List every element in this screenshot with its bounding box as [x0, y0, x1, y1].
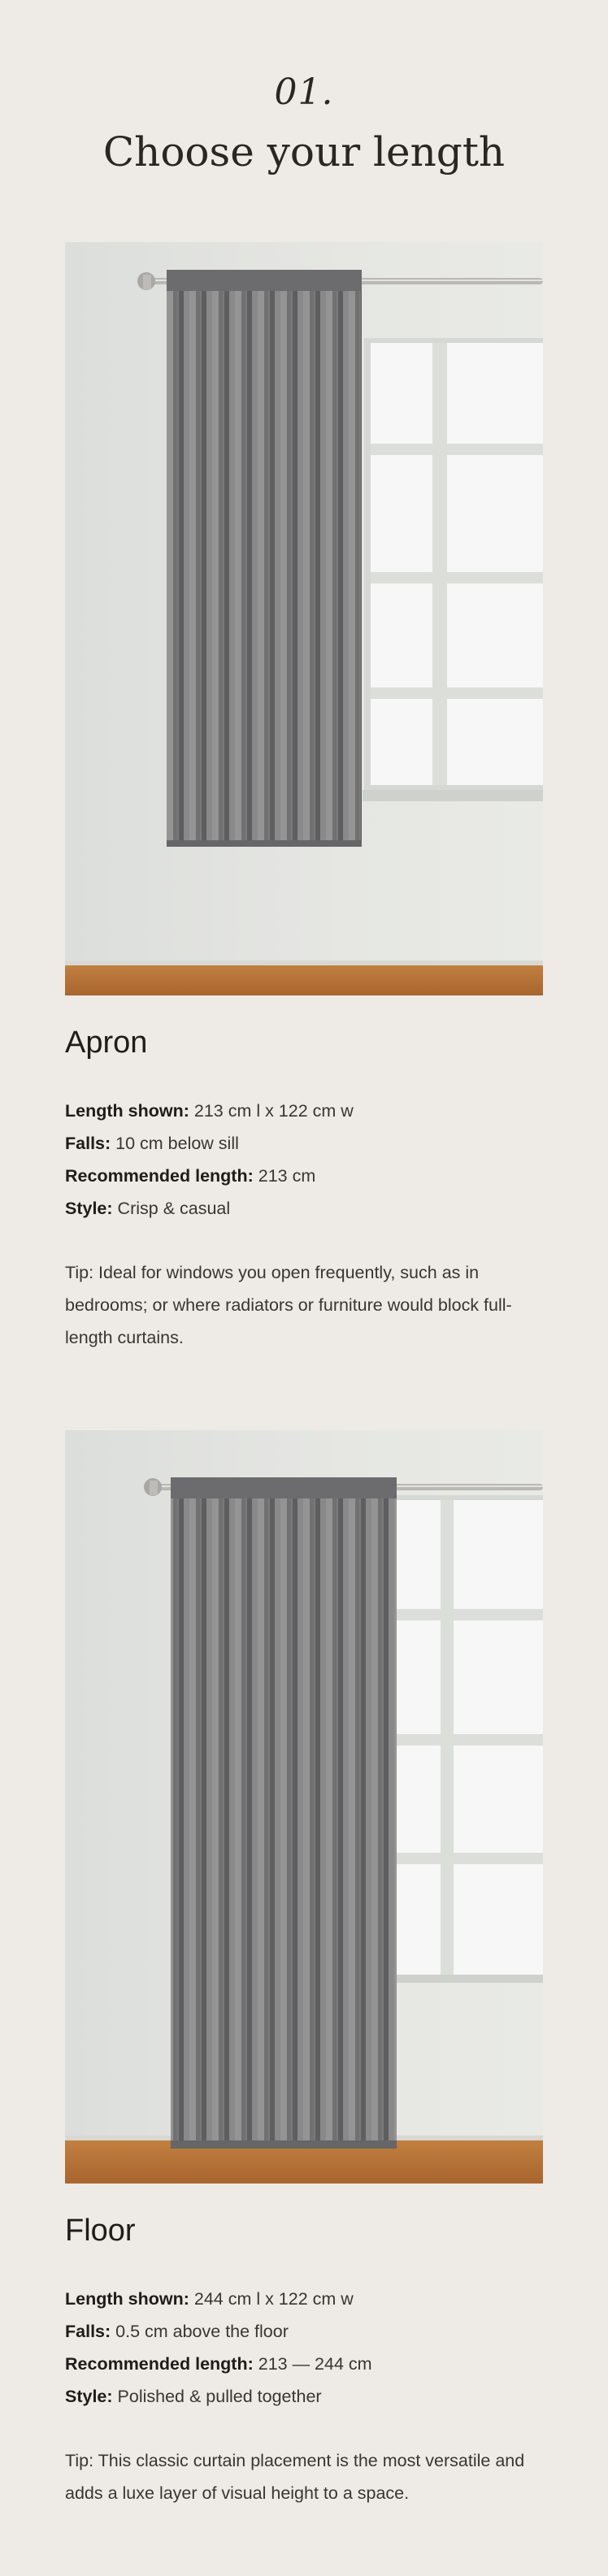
spec-label: Recommended length: [65, 2354, 254, 2374]
floor-specs [65, 2283, 553, 2413]
spec-row-style [65, 2380, 553, 2413]
spec-value: 0.5 cm above the floor [115, 2322, 289, 2341]
spec-label: Recommended length: [65, 1166, 254, 1186]
spec-label: Length shown: [65, 2289, 189, 2309]
spec-value: 213 cm l x 122 cm w [193, 1101, 354, 1121]
spec-value: 213 cm [258, 1166, 316, 1186]
floor-curtain-photo [65, 1430, 543, 2184]
apron-specs [65, 1095, 553, 1225]
spec-row-recommended-length [65, 2348, 553, 2380]
spec-value: 10 cm below sill [115, 1134, 239, 1153]
floor-option-title: Floor [65, 2214, 136, 2248]
page-title: Choose your length [102, 128, 506, 176]
spec-label: Falls: [65, 1134, 111, 1153]
apron-tip: Tip: Ideal for windows you open frequently, such as in bedrooms; or where radiators or furniture would block full-length curtains. [65, 1263, 512, 1347]
spec-value: Crisp & casual [117, 1199, 231, 1218]
spec-row-length-shown [65, 2283, 553, 2315]
step-number: 01. [274, 72, 334, 113]
spec-value: 244 cm l x 122 cm w [193, 2289, 354, 2309]
spec-row-length-shown [65, 1095, 553, 1127]
spec-row-falls [65, 1127, 553, 1160]
spec-value: Polished & pulled together [117, 2387, 322, 2406]
apron-curtain-photo [65, 242, 543, 995]
spec-label: Length shown: [65, 1101, 189, 1121]
spec-row-recommended-length [65, 1160, 553, 1192]
spec-label: Style: [65, 1199, 113, 1218]
spec-value: 213 — 244 cm [258, 2354, 372, 2374]
spec-row-style [65, 1192, 553, 1225]
apron-option-title: Apron [65, 1026, 148, 1060]
spec-row-falls [65, 2315, 553, 2348]
spec-label: Falls: [65, 2322, 111, 2341]
spec-label: Style: [65, 2387, 113, 2406]
floor-tip: Tip: This classic curtain placement is the most versatile and adds a luxe layer of visual height to a space. [65, 2451, 525, 2503]
